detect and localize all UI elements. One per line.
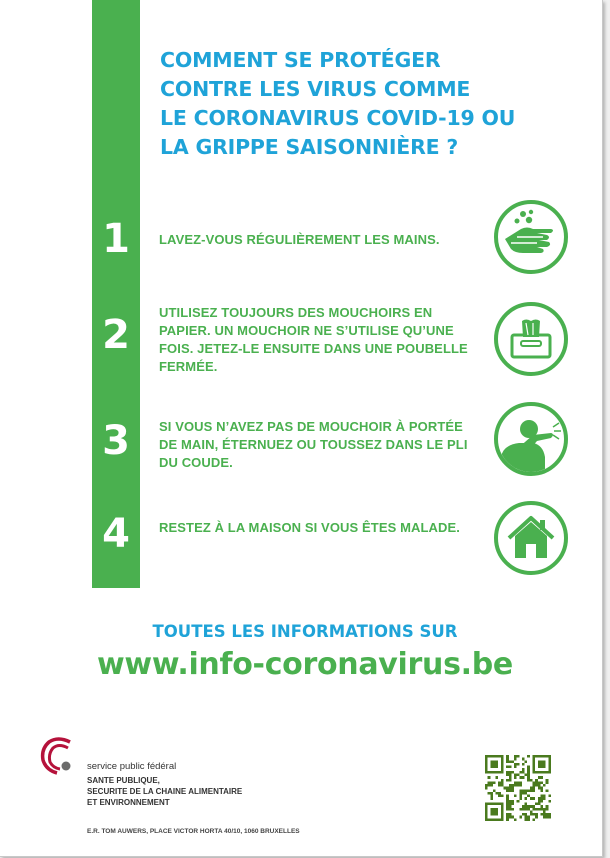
tissue-box-icon (493, 301, 569, 377)
step-text-line: FERMÉE. (159, 359, 218, 374)
handwash-icon (493, 199, 569, 275)
info-website-link[interactable]: www.info-coronavirus.be (97, 647, 513, 682)
step-number-4: 4 (102, 511, 130, 557)
house-icon (493, 500, 569, 576)
step-text-4 (159, 519, 479, 537)
step-number-3: 3 (102, 418, 130, 464)
org-name (87, 775, 242, 808)
step-number-2: 2 (102, 312, 130, 358)
org-name-line: SECURITE DE LA CHAINE ALIMENTAIRE (87, 787, 243, 796)
step-text-2 (159, 304, 479, 376)
qr-code (485, 755, 551, 821)
step-text-line: RESTEZ À LA MAISON SI VOUS ÊTES MALADE. (159, 520, 460, 535)
step-text-line: PAPIER. UN MOUCHOIR NE S’UTILISE QU’UNE (159, 323, 454, 338)
title-line: CONTRE LES VIRUS COMME (160, 77, 471, 101)
org-prefix: service public fédéral (87, 761, 177, 772)
step-text-line: UTILISEZ TOUJOURS DES MOUCHOIRS EN (159, 305, 433, 320)
title-line: LE CORONAVIRUS COVID-19 OU (160, 106, 516, 130)
publisher-line: E.R. TOM AUWERS, PLACE VICTOR HORTA 40/10, 1060 BRUXELLES (87, 828, 300, 835)
step-text-line: FOIS. JETEZ-LE ENSUITE DANS UNE POUBELLE (159, 341, 468, 356)
step-number-1: 1 (102, 216, 130, 262)
poster-title (160, 46, 580, 162)
step-text-1 (159, 231, 479, 249)
org-name-line: SANTE PUBLIQUE, (87, 776, 160, 785)
title-line: COMMENT SE PROTÉGER (160, 48, 441, 72)
step-text-line: LAVEZ-VOUS RÉGULIÈREMENT LES MAINS. (159, 232, 440, 247)
step-text-3 (159, 418, 479, 472)
step-text-line: DE MAIN, ÉTERNUEZ OU TOUSSEZ DANS LE PLI (159, 437, 468, 452)
federal-service-logo (40, 736, 76, 776)
sneeze-elbow-icon (493, 401, 569, 477)
org-name-line: ET ENVIRONNEMENT (87, 798, 170, 807)
step-text-line: SI VOUS N’AVEZ PAS DE MOUCHOIR À PORTÉE (159, 419, 463, 434)
info-heading: TOUTES LES INFORMATIONS SUR (152, 622, 458, 641)
green-side-bar (92, 0, 140, 588)
title-line: LA GRIPPE SAISONNIÈRE ? (160, 135, 459, 159)
step-text-line: DU COUDE. (159, 455, 233, 470)
